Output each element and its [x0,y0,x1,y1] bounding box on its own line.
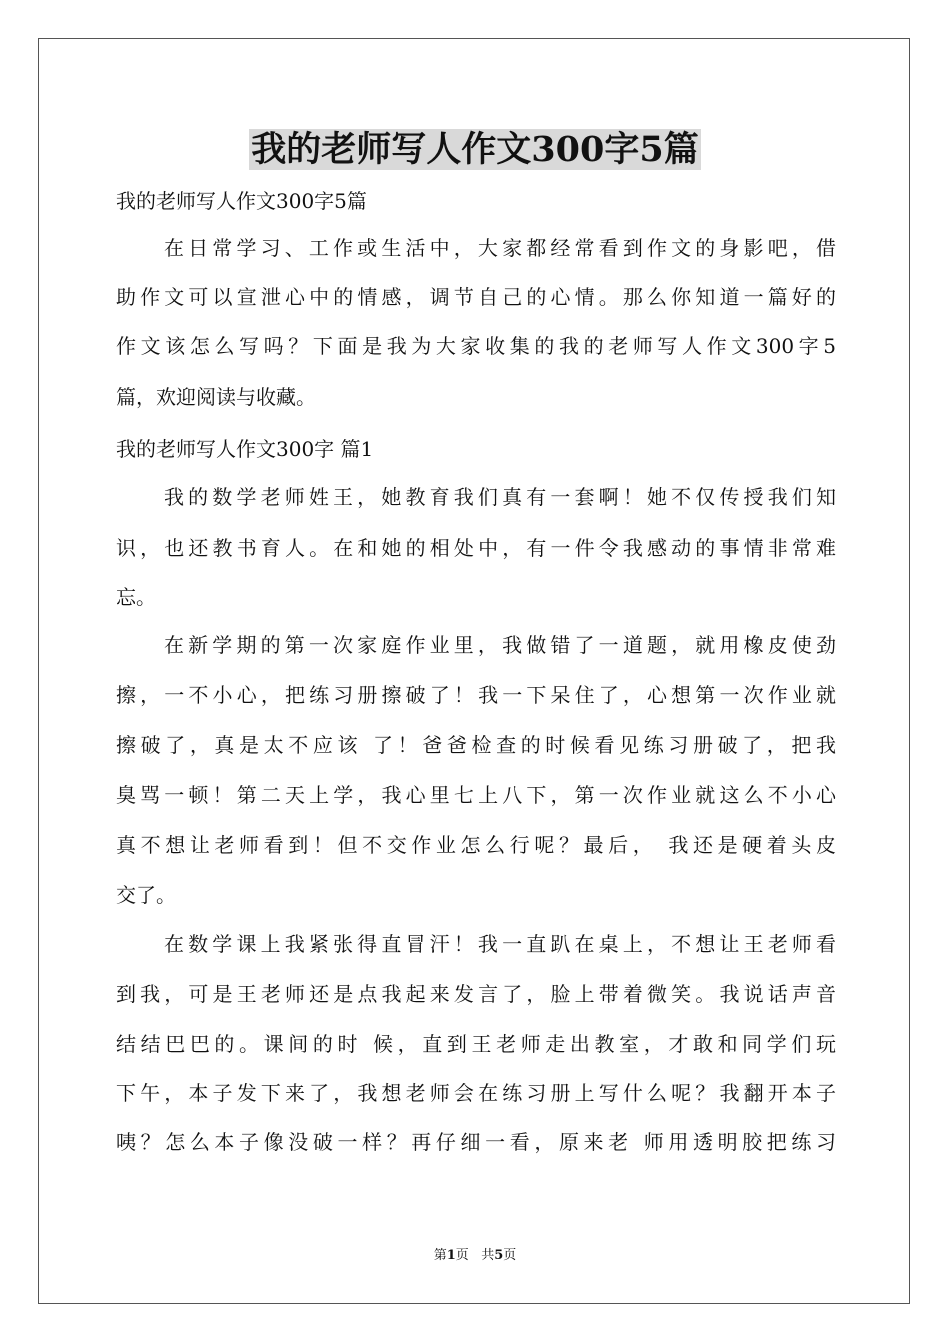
section-heading: 我的老师写人作文300字 篇1 [116,437,374,461]
body-line: 真不想让老师看到！但不交作业怎么行呢？最后， 我还是硬着头皮 [116,833,836,857]
page-border [38,38,910,1304]
body-line: 在日常学习、工作或生活中，大家都经常看到作文的身影吧，借 [164,236,836,260]
body-line: 擦破了，真是太不应该 了！爸爸检查的时候看见练习册破了，把我 [116,733,836,757]
page-suffix: 页 [503,1248,517,1263]
body-line: 交了。 [116,883,176,907]
body-line: 咦？怎么本子像没破一样？再仔细一看，原来老 师用透明胶把练习 [116,1130,836,1154]
page-prefix: 第 [433,1248,447,1263]
body-line: 臭骂一顿！第二天上学，我心里七上八下，第一次作业就这么不小心 [116,783,836,807]
page-mid: 页 共 [455,1248,495,1263]
body-line: 助作文可以宣泄心中的情感，调节自己的心情。那么你知道一篇好的 [116,285,836,309]
page-footer [0,1247,950,1265]
body-line: 篇，欢迎阅读与收藏。 [116,385,316,409]
document-title [0,128,950,172]
body-line: 在数学课上我紧张得直冒汗！我一直趴在桌上，不想让王老师看 [164,932,836,956]
body-line: 到我，可是王老师还是点我起来发言了，脸上带着微笑。我说话声音 [116,982,836,1006]
document-subtitle: 我的老师写人作文300字5篇 [116,189,367,213]
body-line: 我的数学老师姓王，她教育我们真有一套啊！她不仅传授我们知 [164,485,836,509]
title-text: 我的老师写人作文300字5篇 [251,129,699,170]
body-line: 作文该怎么写吗？下面是我为大家收集的我的老师写人作文300字5 [116,334,836,358]
body-line: 识，也还教书育人。在和她的相处中，有一件令我感动的事情非常难 [116,536,836,560]
body-line: 结结巴巴的。课间的时 候，直到王老师走出教室，才敢和同学们玩 [116,1032,836,1056]
page-total: 5 [494,1248,504,1263]
body-line: 忘。 [116,585,156,609]
body-line: 擦，一不小心，把练习册擦破了！我一下呆住了，心想第一次作业就 [116,683,836,707]
body-line: 在新学期的第一次家庭作业里，我做错了一道题，就用橡皮使劲 [164,633,836,657]
page-current: 1 [446,1248,456,1263]
body-line: 下午，本子发下来了，我想老师会在练习册上写什么呢？我翻开本子 [116,1081,836,1105]
